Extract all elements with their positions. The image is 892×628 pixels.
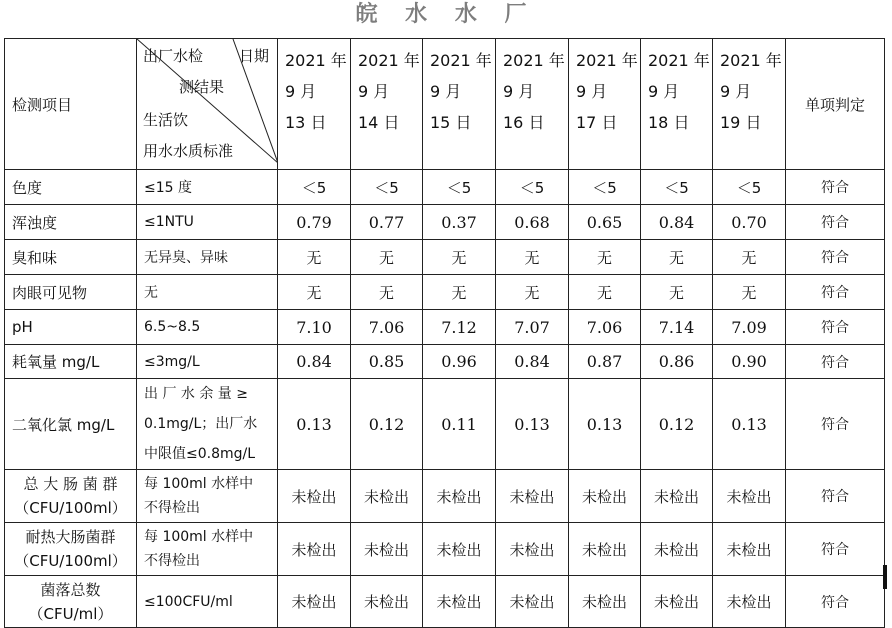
diag-label-2: 测结果 bbox=[179, 78, 225, 96]
value-cell: 0.84 bbox=[496, 345, 569, 379]
value-cell: 0.90 bbox=[713, 345, 786, 379]
standard-cell: ≤1NTU bbox=[137, 205, 278, 240]
value-cell: 无 bbox=[569, 275, 641, 310]
value-cell: 无 bbox=[641, 275, 713, 310]
water-quality-table bbox=[4, 38, 885, 628]
standard-cell: ≤15 度 bbox=[137, 170, 278, 205]
value-cell: 无 bbox=[713, 275, 786, 310]
date-header-cell: 2021 年 9 月 16 日 bbox=[496, 39, 569, 170]
value-cell: ＜5 bbox=[569, 170, 641, 205]
value-cell: 未检出 bbox=[496, 576, 569, 628]
page-title: 皖 水 水 厂 bbox=[355, 2, 537, 27]
verdict-cell: 符合 bbox=[786, 379, 885, 470]
item-line: 菌落总数 bbox=[40, 580, 101, 599]
value-cell: 0.86 bbox=[641, 345, 713, 379]
value-cell: 0.65 bbox=[569, 205, 641, 240]
item-cell: 色度 bbox=[5, 170, 137, 205]
verdict-cell: 符合 bbox=[786, 275, 885, 310]
standard-line: 0.1mg/L；出厂水 bbox=[144, 416, 258, 432]
standard-line: 中限值≤0.8mg/L bbox=[144, 446, 256, 462]
standard-line: 每 100ml 水样中 bbox=[144, 476, 254, 492]
value-cell: 0.37 bbox=[423, 205, 496, 240]
standard-cell bbox=[137, 470, 278, 523]
value-cell: 未检出 bbox=[496, 470, 569, 523]
item-line: 耐热大肠菌群 bbox=[25, 528, 116, 546]
value-cell: 7.06 bbox=[351, 310, 423, 345]
date-header-cell: 2021 年 9 月 15 日 bbox=[423, 39, 496, 170]
header-verdict-cell: 单项判定 bbox=[786, 39, 885, 170]
table-row bbox=[5, 379, 885, 470]
value-cell: 无 bbox=[278, 240, 351, 275]
value-cell: 7.07 bbox=[496, 310, 569, 345]
value-cell: ＜5 bbox=[641, 170, 713, 205]
table-row bbox=[5, 205, 885, 240]
table-row bbox=[5, 310, 885, 345]
value-cell: 无 bbox=[641, 240, 713, 275]
date-header-cell: 2021 年 9 月 18 日 bbox=[641, 39, 713, 170]
header-item-cell: 检测项目 bbox=[5, 39, 137, 170]
value-cell: 未检出 bbox=[351, 576, 423, 628]
value-cell: ＜5 bbox=[713, 170, 786, 205]
value-cell: 未检出 bbox=[351, 470, 423, 523]
value-cell: 未检出 bbox=[641, 576, 713, 628]
date-header-cell: 2021 年 9 月 14 日 bbox=[351, 39, 423, 170]
table-row bbox=[5, 345, 885, 379]
table-row bbox=[5, 170, 885, 205]
item-cell bbox=[5, 576, 137, 628]
value-cell: 无 bbox=[713, 240, 786, 275]
value-cell: 0.13 bbox=[569, 379, 641, 470]
value-cell: 0.11 bbox=[423, 379, 496, 470]
value-cell: 未检出 bbox=[278, 470, 351, 523]
value-cell: 未检出 bbox=[569, 523, 641, 576]
item-cell bbox=[5, 523, 137, 576]
item-line: （CFU/100ml） bbox=[14, 499, 127, 517]
value-cell: 未检出 bbox=[423, 470, 496, 523]
value-cell: 0.87 bbox=[569, 345, 641, 379]
standard-line: 出 厂 水 余 量 ≥ bbox=[144, 386, 248, 402]
value-cell: 7.10 bbox=[278, 310, 351, 345]
table-row bbox=[5, 470, 885, 523]
date-header-cell: 2021 年 9 月 17 日 bbox=[569, 39, 641, 170]
value-cell: 无 bbox=[351, 275, 423, 310]
table-row bbox=[5, 240, 885, 275]
item-cell: 臭和味 bbox=[5, 240, 137, 275]
value-cell: 0.96 bbox=[423, 345, 496, 379]
value-cell: 未检出 bbox=[641, 523, 713, 576]
item-cell: pH bbox=[5, 310, 137, 345]
value-cell: ＜5 bbox=[351, 170, 423, 205]
diag-label-1: 出厂水检 bbox=[143, 47, 204, 65]
value-cell: ＜5 bbox=[496, 170, 569, 205]
standard-cell bbox=[137, 379, 278, 470]
item-cell bbox=[5, 470, 137, 523]
value-cell: 未检出 bbox=[569, 576, 641, 628]
value-cell: 7.06 bbox=[569, 310, 641, 345]
value-cell: 未检出 bbox=[278, 576, 351, 628]
item-cell: 肉眼可见物 bbox=[5, 275, 137, 310]
verdict-cell: 符合 bbox=[786, 310, 885, 345]
diag-label-4: 用水水质标准 bbox=[143, 142, 234, 160]
item-line: （CFU/ml） bbox=[28, 604, 113, 623]
value-cell: 0.13 bbox=[713, 379, 786, 470]
value-cell: 无 bbox=[496, 275, 569, 310]
value-cell: 未检出 bbox=[423, 576, 496, 628]
table-row bbox=[5, 523, 885, 576]
standard-cell bbox=[137, 523, 278, 576]
value-cell: 0.12 bbox=[351, 379, 423, 470]
value-cell: ＜5 bbox=[278, 170, 351, 205]
verdict-cell: 符合 bbox=[786, 576, 885, 628]
value-cell: 无 bbox=[423, 240, 496, 275]
standard-line: 不得检出 bbox=[144, 500, 200, 516]
item-cell: 耗氧量 mg/L bbox=[5, 345, 137, 379]
value-cell: 无 bbox=[423, 275, 496, 310]
standard-cell: 无 bbox=[137, 275, 278, 310]
diag-label-date: 日期 bbox=[238, 47, 269, 65]
value-cell: 0.13 bbox=[278, 379, 351, 470]
value-cell: 未检出 bbox=[569, 470, 641, 523]
value-cell: 0.68 bbox=[496, 205, 569, 240]
date-header-cell: 2021 年 9 月 19 日 bbox=[713, 39, 786, 170]
table-body bbox=[5, 170, 885, 628]
standard-cell: 无异臭、异味 bbox=[137, 240, 278, 275]
value-cell: 0.70 bbox=[713, 205, 786, 240]
verdict-cell: 符合 bbox=[786, 240, 885, 275]
header-diagonal-cell bbox=[137, 39, 278, 170]
value-cell: 7.09 bbox=[713, 310, 786, 345]
table-row bbox=[5, 576, 885, 628]
value-cell: 未检出 bbox=[641, 470, 713, 523]
date-header-cell: 2021 年 9 月 13 日 bbox=[278, 39, 351, 170]
standard-cell: 6.5~8.5 bbox=[137, 310, 278, 345]
item-line: 总 大 肠 菌 群 bbox=[23, 475, 118, 493]
verdict-cell: 符合 bbox=[786, 470, 885, 523]
item-cell: 浑浊度 bbox=[5, 205, 137, 240]
value-cell: 未检出 bbox=[713, 576, 786, 628]
edge-mark bbox=[883, 565, 887, 589]
verdict-cell: 符合 bbox=[786, 345, 885, 379]
table-row bbox=[5, 275, 885, 310]
verdict-cell: 符合 bbox=[786, 205, 885, 240]
value-cell: 0.79 bbox=[278, 205, 351, 240]
value-cell: 0.12 bbox=[641, 379, 713, 470]
value-cell: 7.12 bbox=[423, 310, 496, 345]
item-cell: 二氧化氯 mg/L bbox=[5, 379, 137, 470]
value-cell: 无 bbox=[496, 240, 569, 275]
value-cell: 未检出 bbox=[496, 523, 569, 576]
value-cell: 无 bbox=[351, 240, 423, 275]
value-cell: 未检出 bbox=[423, 523, 496, 576]
standard-line: 每 100ml 水样中 bbox=[144, 529, 254, 545]
value-cell: 未检出 bbox=[713, 523, 786, 576]
value-cell: 未检出 bbox=[278, 523, 351, 576]
value-cell: ＜5 bbox=[423, 170, 496, 205]
value-cell: 0.84 bbox=[641, 205, 713, 240]
standard-line: 不得检出 bbox=[144, 553, 200, 569]
value-cell: 无 bbox=[569, 240, 641, 275]
item-line: （CFU/100ml） bbox=[14, 552, 127, 570]
value-cell: 0.13 bbox=[496, 379, 569, 470]
verdict-cell: 符合 bbox=[786, 170, 885, 205]
verdict-cell: 符合 bbox=[786, 523, 885, 576]
value-cell: 无 bbox=[278, 275, 351, 310]
value-cell: 0.77 bbox=[351, 205, 423, 240]
diag-label-3: 生活饮 bbox=[143, 111, 189, 129]
standard-cell: ≤3mg/L bbox=[137, 345, 278, 379]
value-cell: 0.84 bbox=[278, 345, 351, 379]
value-cell: 0.85 bbox=[351, 345, 423, 379]
value-cell: 未检出 bbox=[713, 470, 786, 523]
standard-cell: ≤100CFU/ml bbox=[137, 576, 278, 628]
value-cell: 未检出 bbox=[351, 523, 423, 576]
value-cell: 7.14 bbox=[641, 310, 713, 345]
header-row bbox=[5, 39, 885, 170]
